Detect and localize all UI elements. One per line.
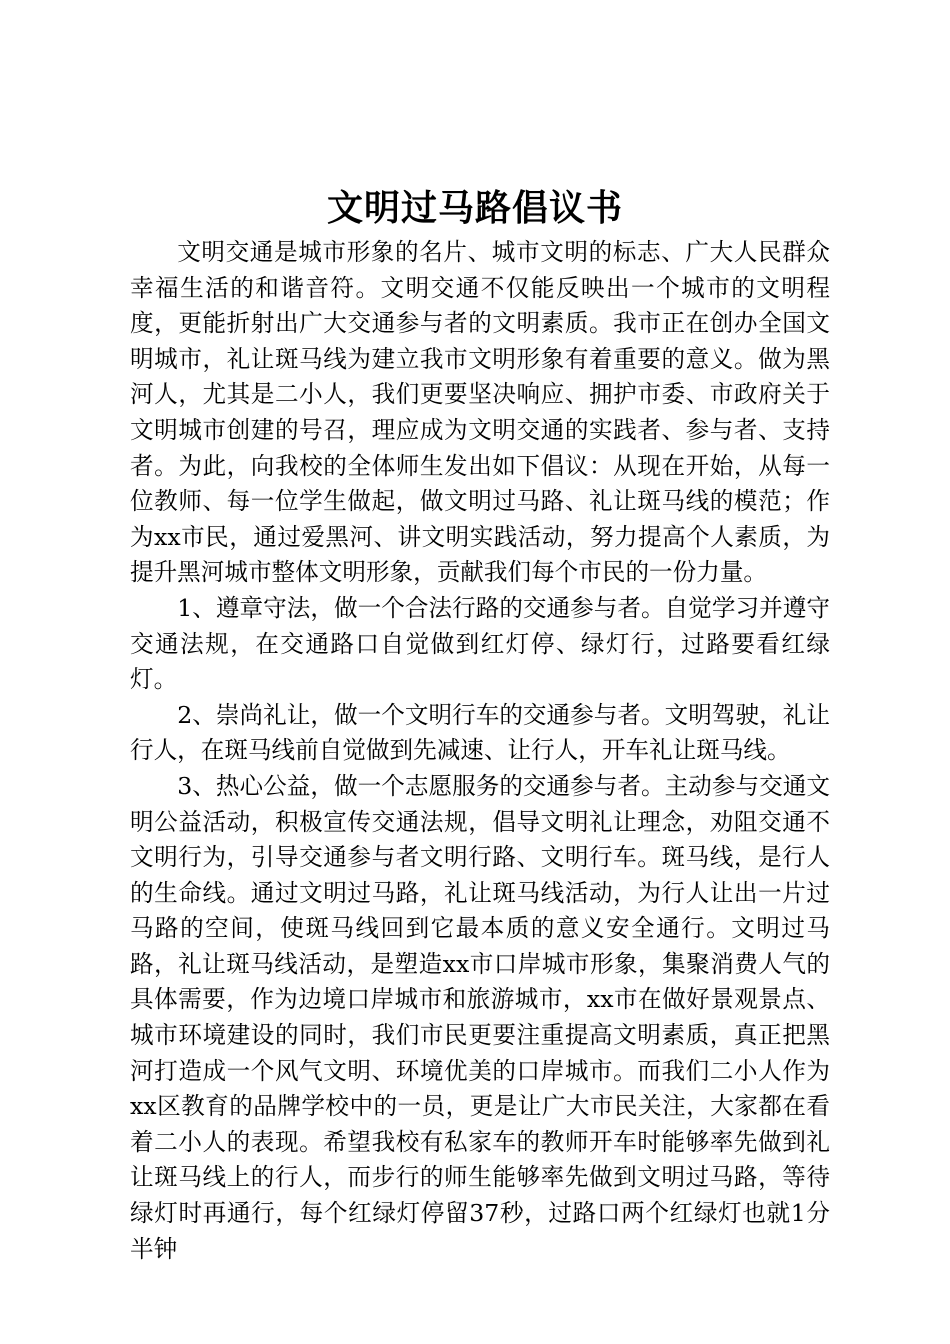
paragraph-item-3: 3、热心公益，做一个志愿服务的交通参与者。主动参与交通文明公益活动，积极宣传交通法规，倡导文明礼让理念，劝阻交通不文明行为，引导交通参与者文明行路、文明行车。斑马线，是行人的生命线。通过文明过马路，礼让斑马线活动，为行人让出一片过马路的空间，使斑马线回到它最本质的意义安全通行。文明过马路，礼让斑马线活动，是塑造xx市口岸城市形象，集聚消费人气的具体需要，作为边境口岸城市和旅游城市，xx市在做好景观景点、城市环境建设的同时，我们市民更要注重提高文明素质，真正把黑河打造成一个风气文明、环境优美的口岸城市。而我们二小人作为xx区教育的品牌学校中的一员，更是让广大市民关注，大家都在看着二小人的表现。希望我校有私家车的教师开车时能够率先做到礼让斑马线上的行人，而步行的师生能够率先做到文明过马路，等待绿灯时再通行，每个红绿灯停留37秒，过路口两个红绿灯也就1分半钟: [130, 771, 830, 1263]
paragraph-intro: 文明交通是城市形象的名片、城市文明的标志、广大人民群众幸福生活的和谐音符。文明交通不仅能反映出一个城市的文明程度，更能折射出广大交通参与者的文明素质。我市正在创办全国文明城市，礼让斑马线为建立我市文明形象有着重要的意义。做为黑河人，尤其是二小人，我们更要坚决响应、拥护市委、市政府关于文明城市创建的号召，理应成为文明交通的实践者、参与者、支持者。为此，向我校的全体师生发出如下倡议：从现在开始，从每一位教师、每一位学生做起，做文明过马路、礼让斑马线的模范；作为xx市民，通过爱黑河、讲文明实践活动，努力提高个人素质，为提升黑河城市整体文明形象，贡献我们每个市民的一份力量。: [130, 238, 830, 587]
paragraph-item-2: 2、崇尚礼让，做一个文明行车的交通参与者。文明驾驶，礼让行人，在斑马线前自觉做到先减速、让行人，开车礼让斑马线。: [130, 700, 830, 765]
paragraph-item-1: 1、遵章守法，做一个合法行路的交通参与者。自觉学习并遵守交通法规，在交通路口自觉做到红灯停、绿灯行，过路要看红绿灯。: [130, 593, 830, 694]
document-body: [130, 235, 830, 1267]
document-title: 文明过马路倡议书: [326, 187, 623, 229]
